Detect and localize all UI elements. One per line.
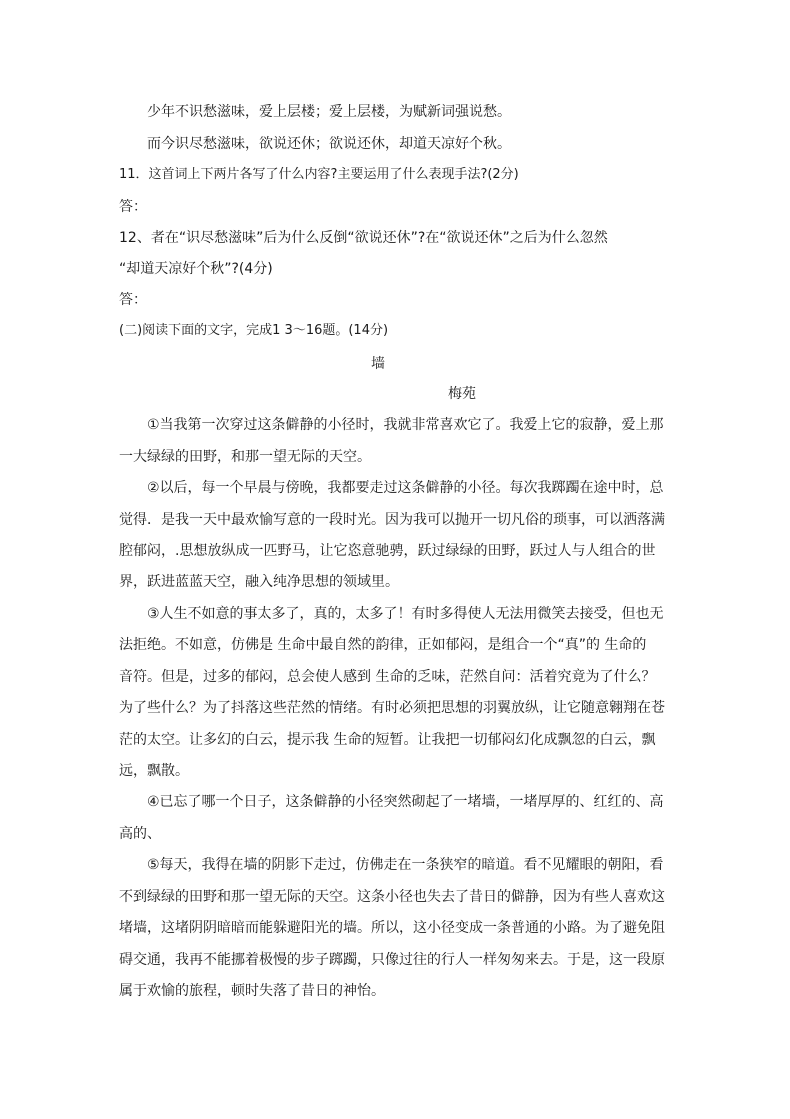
article-line: 高的、 bbox=[119, 826, 161, 842]
article-line: ②以后，每一个早晨与傍晚，我都要走过这条僻静的小径。每次我踯躅在途中时，总 bbox=[147, 480, 664, 496]
article-author: 梅苑 bbox=[448, 386, 476, 402]
article-line: 腔郁闷，.思想放纵成一匹野马，让它恣意驰骋，跃过绿绿的田野，跃过人与人组合的世 bbox=[119, 543, 656, 559]
article-line: ①当我第一次穿过这条僻静的小径时，我就非常喜欢它了。我爱上它的寂静，爱上那 bbox=[147, 417, 664, 433]
article-title: 墙 bbox=[371, 356, 385, 372]
article-line: 一大绿绿的田野，和那一望无际的天空。 bbox=[119, 449, 371, 465]
question-12-line-1: 12、者在“识尽愁滋味”后为什么反倒“欲说还休”?在“欲说还休”之后为什么忽然 bbox=[119, 230, 608, 246]
article-line: 碍交通，我再不能挪着极慢的步子踯躅，只像过往的行人一样匆匆来去。于是，这一段原 bbox=[119, 952, 665, 968]
answer-label-11: 答： bbox=[119, 199, 147, 215]
section-2-intro: (二)阅读下面的文字，完成1 3～16题。(14分) bbox=[119, 323, 389, 338]
article-line: 不到绿绿的田野和那一望无际的天空。这条小径也失去了昔日的僻静，因为有些人喜欢这 bbox=[119, 889, 665, 905]
article-line: ③人生不如意的事太多了，真的，太多了！有时多得使人无法用微笑去接受，但也无 bbox=[147, 606, 664, 622]
article-line: 属于欢愉的旅程，顿时失落了昔日的神怡。 bbox=[119, 983, 385, 999]
article-line: 堵墙，这堵阴阴暗暗而能躲避阳光的墙。所以，这小径变成一条普通的小路。为了避免阻 bbox=[119, 920, 665, 936]
article-line: 觉得．是我一天中最欢愉写意的一段时光。因为我可以抛开一切凡俗的琐事，可以洒落满 bbox=[119, 512, 665, 528]
article-line: 为了些什么？为了抖落这些茫然的情绪。有时必须把思想的羽翼放纵，让它随意翱翔在苍 bbox=[119, 700, 665, 716]
poem-line-2: 而今识尽愁滋味，欲说还休；欲说还休，却道天凉好个秋。 bbox=[147, 136, 511, 152]
article-line: 茫的太空。让多幻的白云，提示我 生命的短暂。让我把一切郁闷幻化成飘忽的白云，飘 bbox=[119, 732, 656, 748]
article-line: ④已忘了哪一个日子，这条僻静的小径突然砌起了一堵墙，一堵厚厚的、红红的、高 bbox=[147, 794, 664, 810]
question-11: 11．这首词上下两片各写了什么内容?主要运用了什么表现手法?(2分) bbox=[119, 167, 519, 182]
poem-line-1: 少年不识愁滋味，爱上层楼；爱上层楼，为赋新词强说愁。 bbox=[147, 104, 511, 120]
answer-label-12: 答： bbox=[119, 292, 147, 308]
article-line: 法拒绝。不如意，仿佛是 生命中最自然的韵律，正如郁闷，是组合一个“真”的 生命的 bbox=[119, 637, 647, 653]
article-line: 音符。但是，过多的郁闷，总会使人感到 生命的乏味，茫然自问：活着究竟为了什么？ bbox=[119, 669, 656, 685]
article-line: ⑤每天，我得在墙的阴影下走过，仿佛走在一条狭窄的暗道。看不见耀眼的朝阳，看 bbox=[147, 857, 664, 873]
article-line: 界，跃进蓝蓝天空，融入纯净思想的领域里。 bbox=[119, 574, 399, 590]
article-line: 远，飘散。 bbox=[119, 763, 189, 779]
question-12-line-2: “却道天凉好个秋”?(4分) bbox=[119, 261, 273, 277]
